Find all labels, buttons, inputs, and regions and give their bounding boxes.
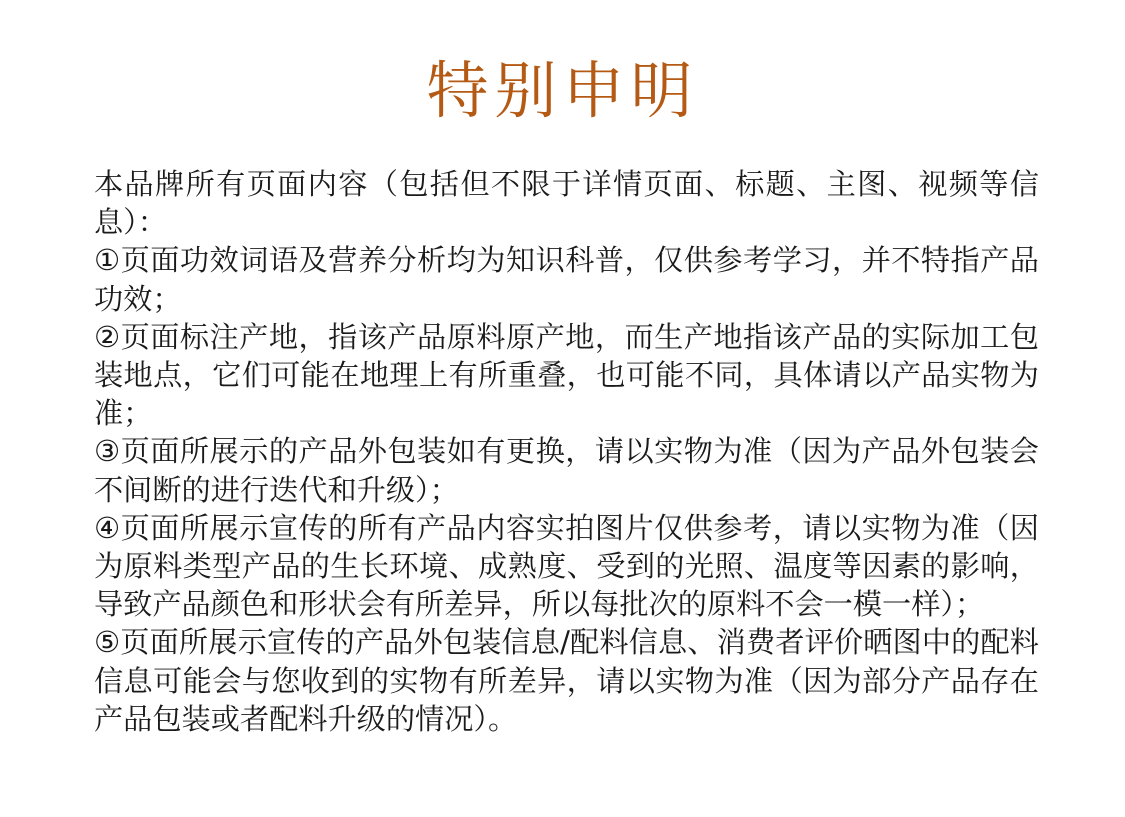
- notice-item-3: ③页面所展示的产品外包装如有更换，请以实物为准（因为产品外包装会不间断的进行迭代和升级）；: [94, 434, 1039, 507]
- notice-intro: 本品牌所有页面内容（包括但不限于详情页面、标题、主图、视频等信息）：: [94, 167, 1039, 240]
- notice-item-2: ②页面标注产地，指该产品原料原产地，而生产地指该产品的实际加工包装地点，它们可能在地理上有所重叠，也可能不同，具体请以产品实物为准；: [94, 319, 1039, 431]
- page-title: 特别申明: [426, 54, 699, 127]
- notice-item-1: ①页面功效词语及营养分析均为知识科普，仅供参考学习，并不特指产品功效；: [94, 243, 1039, 316]
- notice-item-4: ④页面所展示宣传的所有产品内容实拍图片仅供参考，请以实物为准（因为原料类型产品的生长环境、成熟度、受到的光照、温度等因素的影响，导致产品颜色和形状会有所差异，所以每批次的原料不会一模一样）；: [94, 510, 1039, 622]
- notice-item-5: ⑤页面所展示宣传的产品外包装信息/配料信息、消费者评价晒图中的配料信息可能会与您收到的实物有所差异，请以实物为准（因为部分产品存在产品包装或者配料升级的情况）。: [94, 625, 1039, 736]
- notice-body: [94, 165, 1039, 738]
